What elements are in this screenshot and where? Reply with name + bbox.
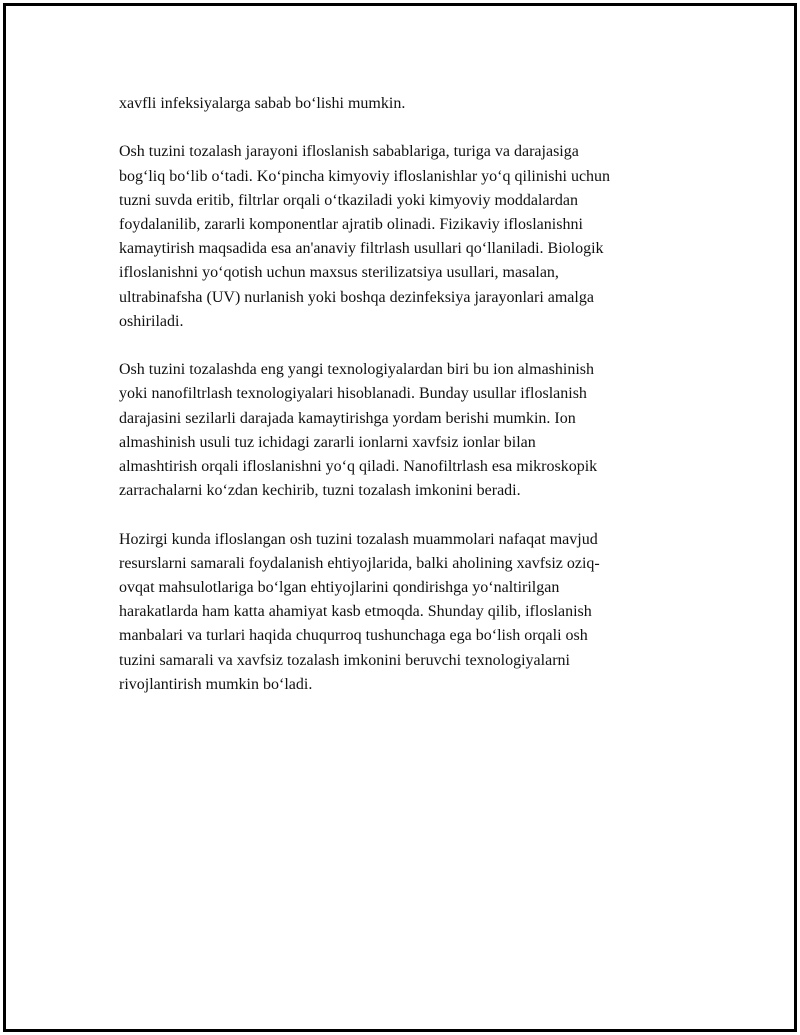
document-body (119, 92, 664, 721)
paragraph-4 (119, 528, 664, 697)
text-line: manbalari va turlari haqida chuqurroq tushunchaga ega boʻlish orqali osh (119, 627, 588, 645)
text-line: almashtirish orqali ifloslanishni yoʻq qiladi. Nanofiltrlash esa mikroskopik (119, 458, 598, 476)
text-line: foydalanilib, zararli komponentlar ajratib olinadi. Fizikaviy ifloslanishni (119, 216, 583, 233)
text-line: ultrabinafsha (UV) nurlanish yoki boshqa dezinfeksiya jarayonlari amalga (119, 288, 594, 306)
text-line: darajasini sezilarli darajada kamaytirishga yordam berishi mumkin. Ion (119, 409, 576, 427)
text-line: Osh tuzini tozalash jarayoni ifloslanish sabablariga, turiga va darajasiga (119, 143, 579, 161)
text-line: Hozirgi kunda ifloslangan osh tuzini tozalash muammolari nafaqat mavjud (119, 530, 598, 548)
text-line: tuzini samarali va xavfsiz tozalash imkonini beruvchi texnologiyalarni (119, 651, 570, 669)
paragraph-3 (119, 358, 664, 503)
text-line: kamaytirish maqsadida esa an'anaviy filtrlash usullari qoʻllaniladi. Biologik (119, 240, 604, 258)
text-line: almashinish usuli tuz ichidagi zararli ionlarni xavfsiz ionlar bilan (119, 433, 536, 451)
text-line: zarrachalarni koʻzdan kechirib, tuzni tozalash imkonini beradi. (119, 482, 521, 500)
text-line: ovqat mahsulotlariga boʻlgan ehtiyojlarini qondirishga yoʻnaltirilgan (119, 579, 560, 597)
text-line: rivojlantirish mumkin boʻladi. (119, 675, 313, 693)
text-line: harakatlarda ham katta ahamiyat kasb etmoqda. Shunday qilib, ifloslanish (119, 603, 592, 621)
text-line: Osh tuzini tozalashda eng yangi texnologiyalardan biri bu ion almashinish (119, 361, 595, 379)
text-line: ifloslanishni yoʻqotish uchun maxsus sterilizatsiya usullari, masalan, (119, 264, 559, 282)
text-line: xavfli infeksiyalarga sabab boʻlishi mumkin. (119, 95, 406, 112)
paragraph-2 (119, 140, 664, 334)
paragraph-1 (119, 92, 664, 116)
text-line: yoki nanofiltrlash texnologiyalari hisoblanadi. Bunday usullar ifloslanish (119, 385, 587, 403)
text-line: resurslarni samarali foydalanish ehtiyojlarida, balki aholining xavfsiz oziq- (119, 554, 600, 572)
text-line: tuzni suvda eritib, filtrlar orqali oʻtkaziladi yoki kimyoviy moddalardan (119, 191, 578, 209)
text-line: bogʻliq boʻlib oʻtadi. Koʻpincha kimyoviy ifloslanishlar yoʻq qilinishi uchun (119, 167, 611, 185)
text-line: oshiriladi. (119, 312, 184, 330)
